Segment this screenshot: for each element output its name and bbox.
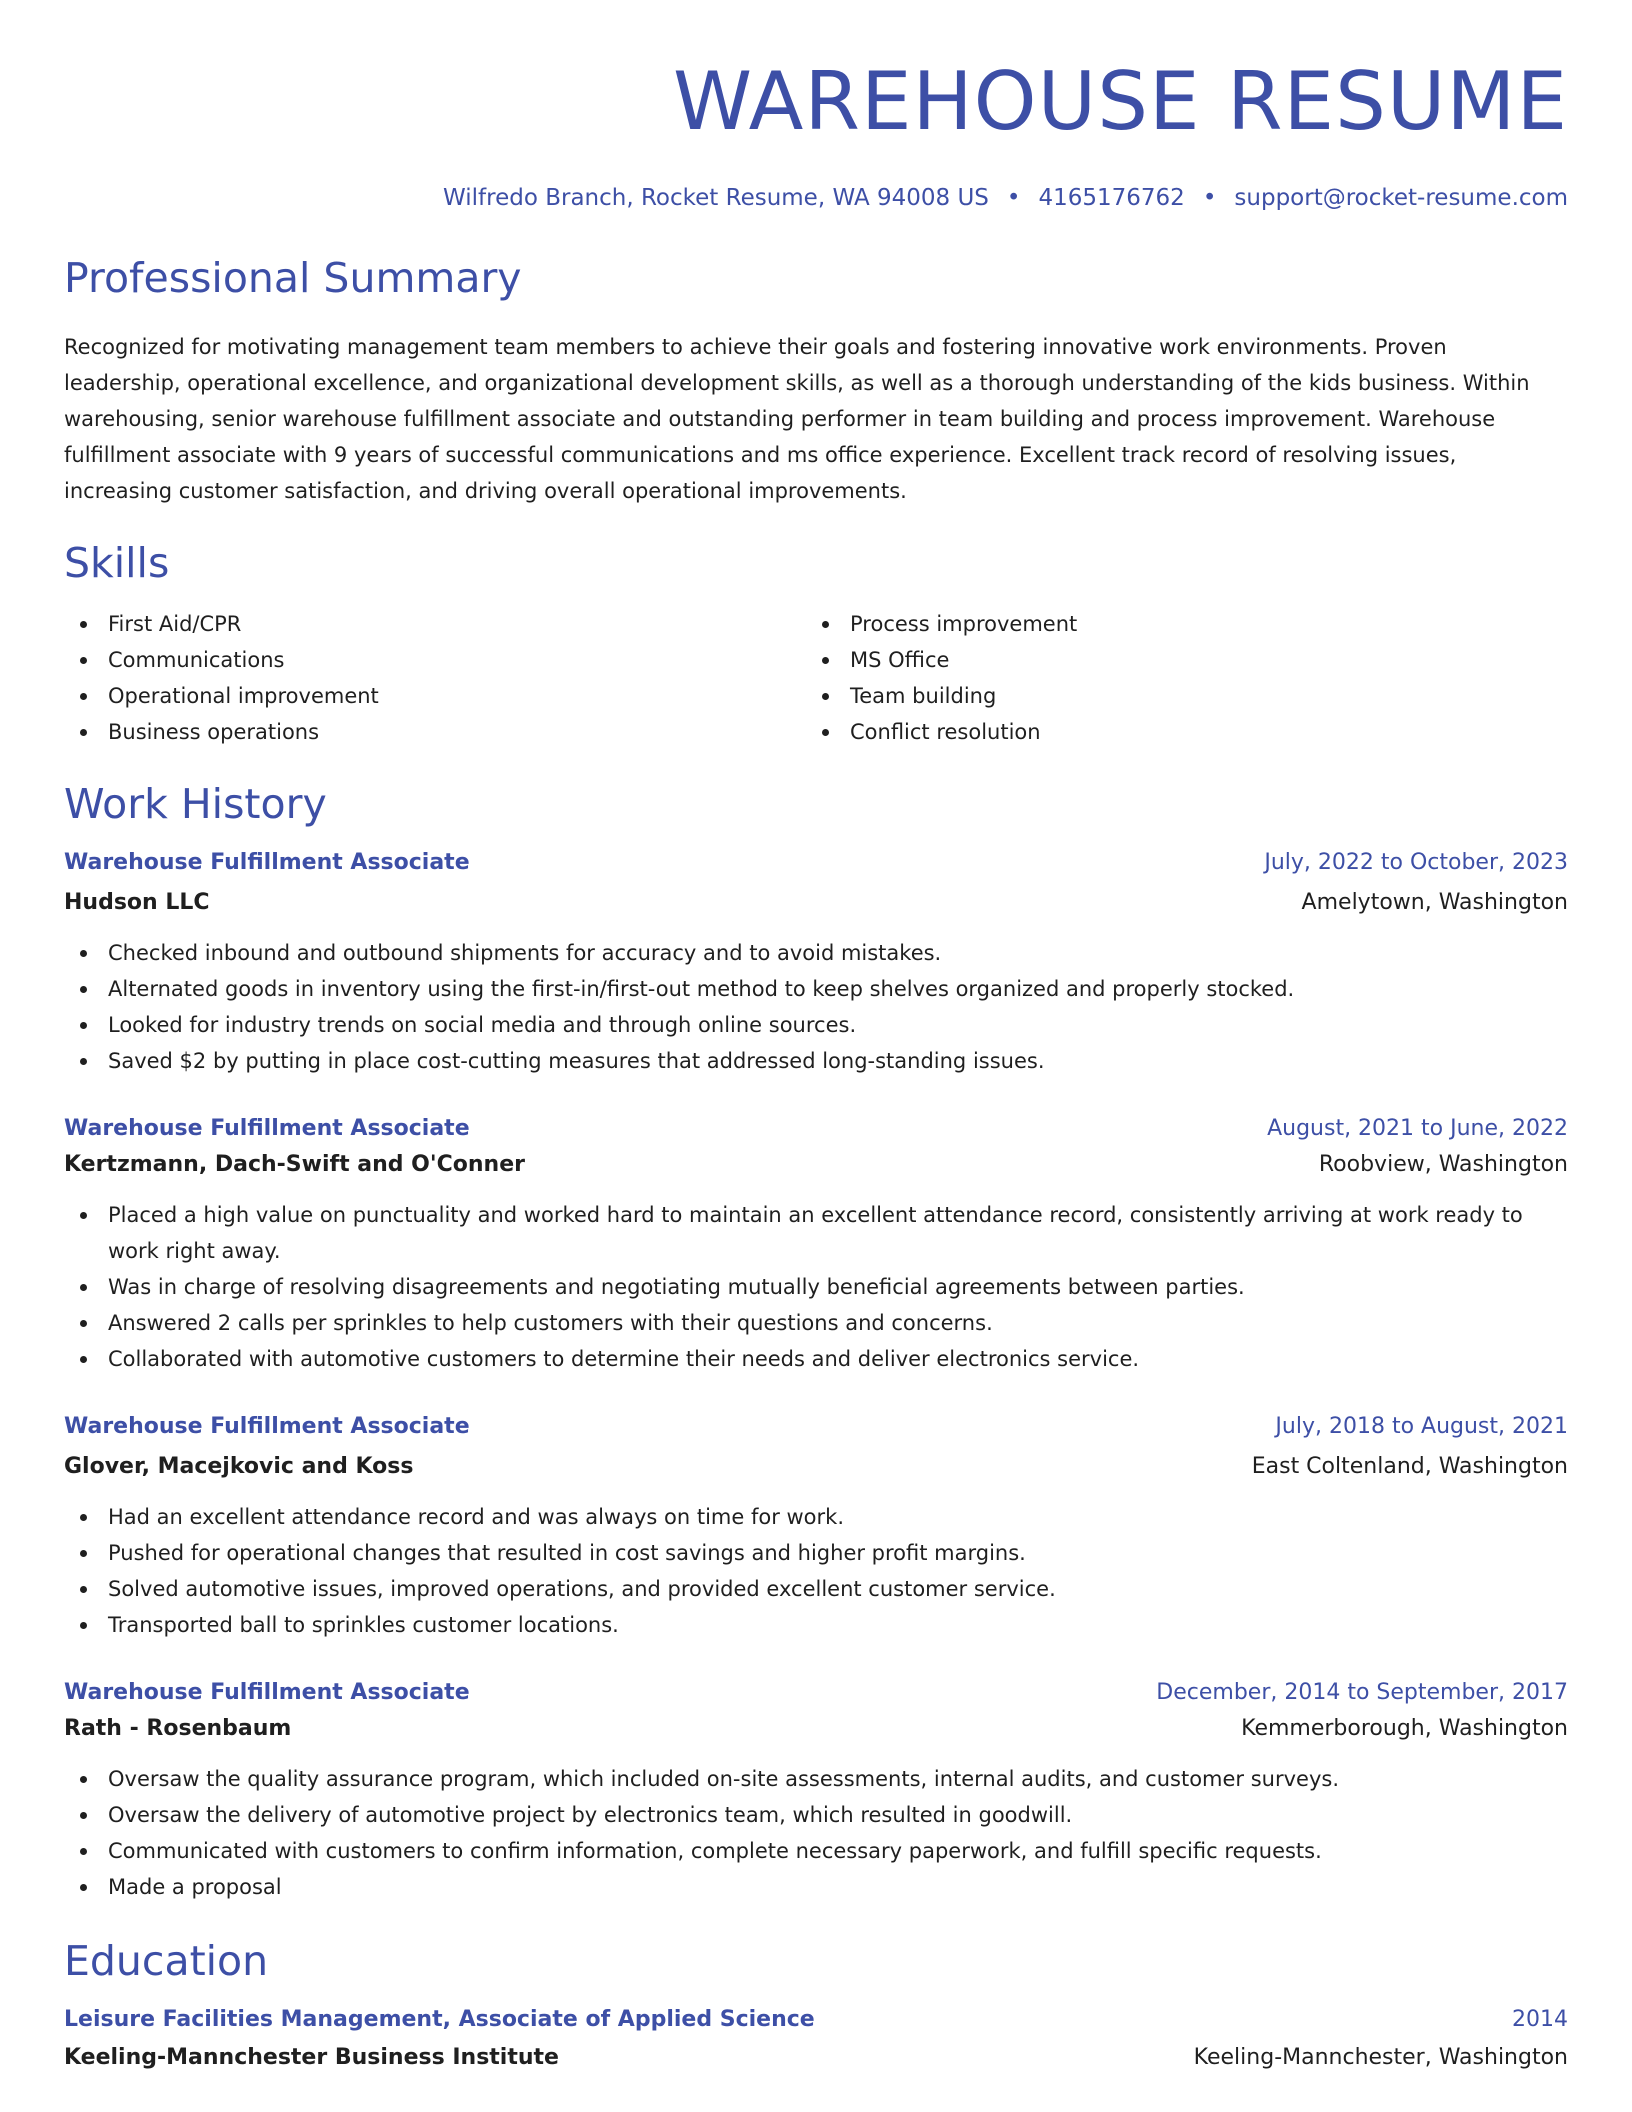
job-bullets [64, 1499, 1568, 1643]
job-header-row [64, 845, 1568, 881]
job-bullet: Answered 2 calls per sprinkles to help customers with their questions and concerns. [64, 1305, 1568, 1341]
job-header-row [64, 1111, 1568, 1147]
job-dates: July, 2022 to October, 2023 [1264, 850, 1568, 875]
job-entry [64, 1675, 1568, 1905]
education-school-row [64, 2040, 1568, 2076]
education-year: 2014 [1512, 2007, 1568, 2032]
contact-separator: • [1202, 185, 1217, 211]
job-bullet: Had an excellent attendance record and was always on time for work. [64, 1499, 1568, 1535]
job-bullet: Oversaw the quality assurance program, which included on-site assessments, internal audits, and customer surveys. [64, 1761, 1568, 1797]
skill-item: Business operations [64, 714, 806, 750]
job-company: Kertzmann, Dach-Swift and O'Conner [64, 1152, 525, 1177]
job-dates: July, 2018 to August, 2021 [1275, 1414, 1568, 1439]
skill-item: First Aid/CPR [64, 606, 806, 642]
skills-left-column [64, 606, 806, 750]
job-header-row [64, 1675, 1568, 1711]
skill-item: Team building [806, 678, 1548, 714]
job-bullet: Oversaw the delivery of automotive project by electronics team, which resulted in goodwill. [64, 1797, 1568, 1833]
summary-heading: Professional Summary [64, 254, 522, 302]
work-history-heading: Work History [64, 780, 327, 828]
job-bullets [64, 1761, 1568, 1905]
contact-line [64, 182, 1568, 214]
skill-item: MS Office [806, 642, 1548, 678]
job-entry [64, 1409, 1568, 1643]
job-bullet: Was in charge of resolving disagreements and negotiating mutually beneficial agreements between parties. [64, 1269, 1568, 1305]
job-bullet: Made a proposal [64, 1869, 1568, 1905]
job-bullet: Pushed for operational changes that resulted in cost savings and higher profit margins. [64, 1535, 1568, 1571]
job-location: Roobview, Washington [1318, 1152, 1568, 1177]
skills-grid [64, 606, 1568, 750]
education-header-row [64, 2002, 1568, 2038]
skill-item: Process improvement [806, 606, 1548, 642]
job-bullet: Checked inbound and outbound shipments for accuracy and to avoid mistakes. [64, 935, 1568, 971]
resume-title: WAREHOUSE RESUME [672, 55, 1568, 148]
job-bullet: Looked for industry trends on social media and through online sources. [64, 1007, 1568, 1043]
job-location: East Coltenland, Washington [1251, 1454, 1568, 1479]
skills-heading: Skills [64, 539, 170, 587]
skills-right-column [806, 606, 1548, 750]
job-company: Hudson LLC [64, 890, 210, 915]
skill-item: Communications [64, 642, 806, 678]
job-bullet: Solved automotive issues, improved operations, and provided excellent customer service. [64, 1571, 1568, 1607]
contact-address: Wilfredo Branch, Rocket Resume, WA 94008 US [443, 185, 989, 211]
job-header-row [64, 1409, 1568, 1445]
education-entry [64, 2002, 1568, 2076]
education-heading: Education [64, 1937, 269, 1985]
job-entry [64, 1111, 1568, 1377]
job-title: Warehouse Fulfillment Associate [64, 1680, 470, 1705]
education-degree: Leisure Facilities Management, Associate of Applied Science [64, 2007, 815, 2032]
job-location: Amelytown, Washington [1301, 890, 1568, 915]
job-dates: August, 2021 to June, 2022 [1267, 1116, 1568, 1141]
resume-page [64, 0, 1568, 2076]
job-title: Warehouse Fulfillment Associate [64, 1414, 470, 1439]
job-bullet: Placed a high value on punctuality and worked hard to maintain an excellent attendance record, consistently arriving at work ready to work right away. [64, 1197, 1568, 1269]
summary-text: Recognized for motivating management team members to achieve their goals and fostering innovative work environments. Proven leadership, operational excellence, and organizational development skills, as well as a thorough understanding of the kids business. Within warehousing, senior warehouse fulfillment associate and outstanding performer in team building and process improvement. Warehouse fulfillment associate with 9 years of successful communications and ms office experience. Excellent track record of resolving issues, increasing customer satisfaction, and driving overall operational improvements. [64, 335, 1530, 503]
job-company: Rath - Rosenbaum [64, 1716, 292, 1741]
job-company-row [64, 1711, 1568, 1747]
contact-phone: 4165176762 [1038, 185, 1185, 211]
job-company-row [64, 1449, 1568, 1485]
education-location: Keeling-Mannchester, Washington [1193, 2045, 1568, 2070]
job-bullet: Collaborated with automotive customers to determine their needs and deliver electronics service. [64, 1341, 1568, 1377]
job-dates: December, 2014 to September, 2017 [1156, 1680, 1568, 1705]
contact-separator: • [1006, 185, 1021, 211]
contact-email: support@rocket-resume.com [1234, 185, 1568, 211]
job-location: Kemmerborough, Washington [1241, 1716, 1568, 1741]
skill-item: Conflict resolution [806, 714, 1548, 750]
job-company: Glover, Macejkovic and Koss [64, 1454, 414, 1479]
job-title: Warehouse Fulfillment Associate [64, 850, 470, 875]
job-bullets [64, 1197, 1568, 1377]
job-bullet: Transported ball to sprinkles customer locations. [64, 1607, 1568, 1643]
job-bullet: Saved $2 by putting in place cost-cutting measures that addressed long-standing issues. [64, 1043, 1568, 1079]
job-entry [64, 845, 1568, 1079]
skill-item: Operational improvement [64, 678, 806, 714]
education-school: Keeling-Mannchester Business Institute [64, 2045, 559, 2070]
job-bullet: Communicated with customers to confirm information, complete necessary paperwork, and fulfill specific requests. [64, 1833, 1568, 1869]
job-bullets [64, 935, 1568, 1079]
job-company-row [64, 885, 1568, 921]
job-title: Warehouse Fulfillment Associate [64, 1116, 470, 1141]
job-bullet: Alternated goods in inventory using the first-in/first-out method to keep shelves organized and properly stocked. [64, 971, 1568, 1007]
job-company-row [64, 1147, 1568, 1183]
